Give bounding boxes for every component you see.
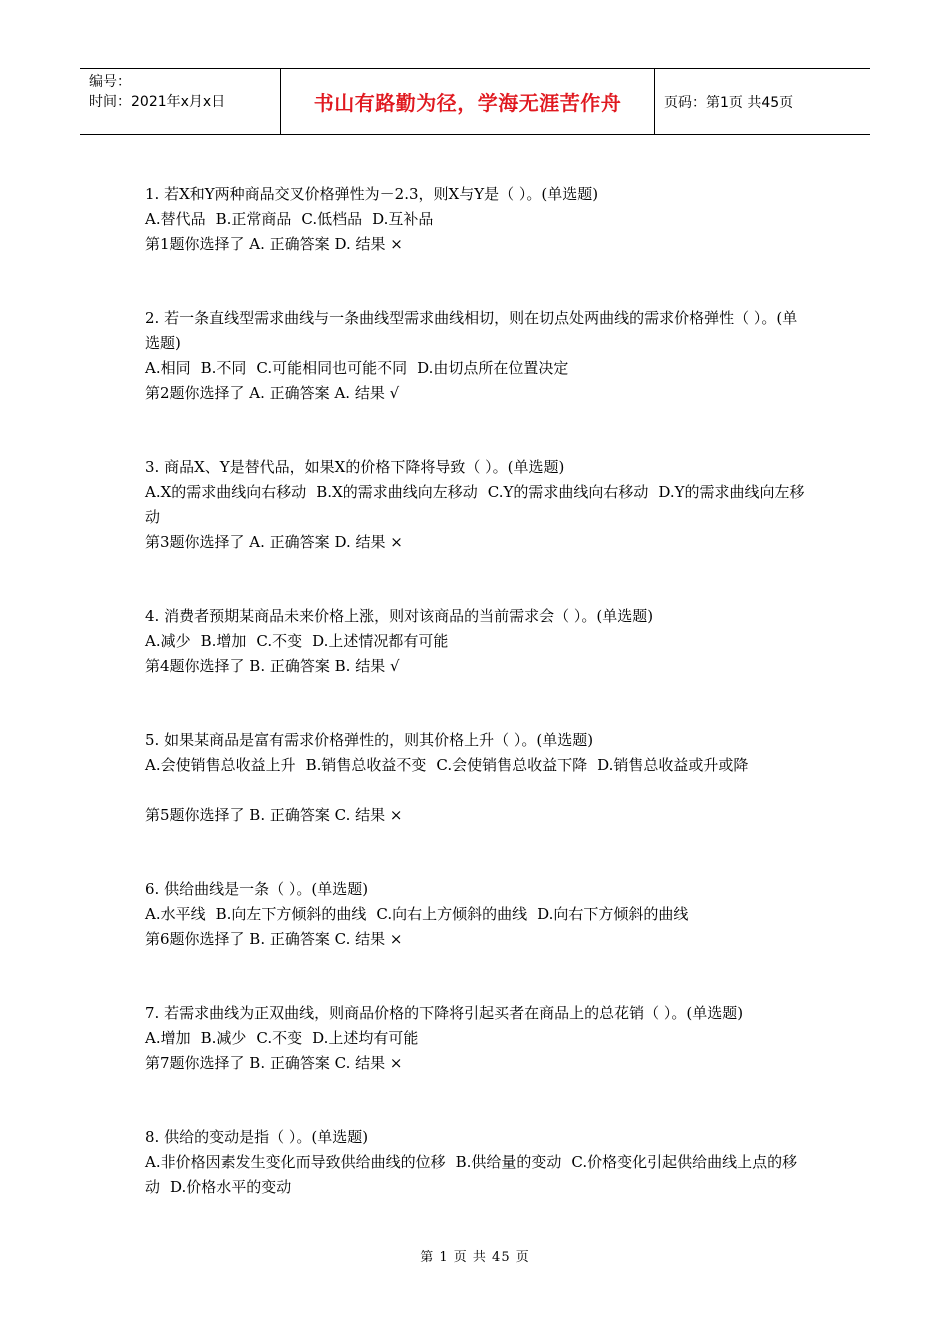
question-options bbox=[145, 1026, 810, 1051]
option-c: C.Y的需求曲线向右移动 bbox=[487, 483, 649, 501]
question-6 bbox=[145, 877, 810, 952]
question-options bbox=[145, 207, 810, 232]
question-stem: 6. 供给曲线是一条（ ）。(单选题) bbox=[145, 880, 369, 898]
question-7 bbox=[145, 1001, 810, 1076]
option-a: A.非价格因素发生变化而导致供给曲线的位移 bbox=[145, 1153, 446, 1171]
question-stem: 5. 如果某商品是富有需求价格弹性的，则其价格上升（ ）。(单选题) bbox=[145, 731, 594, 749]
question-options bbox=[145, 753, 810, 778]
question-options bbox=[145, 629, 810, 654]
option-c: C.向右上方倾斜的曲线 bbox=[376, 905, 528, 923]
blank-line bbox=[145, 778, 810, 803]
header-page-info: 页码：第1页 共45页 bbox=[664, 94, 794, 111]
question-result: 第6题你选择了 B. 正确答案 C. 结果 × bbox=[145, 930, 403, 948]
question-5 bbox=[145, 728, 810, 828]
page-footer: 第 1 页 共 45 页 bbox=[420, 1250, 530, 1265]
question-options bbox=[145, 902, 810, 927]
question-stem: 7. 若需求曲线为正双曲线，则商品价格的下降将引起买者在商品上的总花销（ ）。(单选题) bbox=[145, 1004, 744, 1022]
question-8 bbox=[145, 1125, 810, 1200]
option-d: D.由切点所在位置决定 bbox=[417, 359, 569, 377]
header-meta bbox=[80, 69, 281, 134]
header-motto: 书山有路勤为径，学海无涯苦作舟 bbox=[281, 69, 655, 134]
question-stem: 4. 消费者预期某商品未来价格上涨，则对该商品的当前需求会（ ）。(单选题) bbox=[145, 607, 654, 625]
question-result: 第4题你选择了 B. 正确答案 B. 结果 √ bbox=[145, 657, 400, 675]
question-options bbox=[145, 356, 810, 381]
option-a: A.减少 bbox=[145, 632, 191, 650]
question-2 bbox=[145, 306, 810, 406]
option-a: A.增加 bbox=[145, 1029, 191, 1047]
question-stem: 1. 若X和Y两种商品交叉价格弹性为－2.3，则X与Y是（ ）。(单选题) bbox=[145, 185, 599, 203]
question-result: 第7题你选择了 B. 正确答案 C. 结果 × bbox=[145, 1054, 403, 1072]
option-b: B.X的需求曲线向左移动 bbox=[316, 483, 478, 501]
option-d: D.互补品 bbox=[372, 210, 434, 228]
question-options bbox=[145, 1150, 810, 1200]
option-d: D.销售总收益或升或降 bbox=[597, 756, 749, 774]
header-time-label: 时间：2021年x月x日 bbox=[89, 94, 226, 110]
question-result: 第1题你选择了 A. 正确答案 D. 结果 × bbox=[145, 235, 403, 253]
option-b: B.供给量的变动 bbox=[455, 1153, 562, 1171]
option-a: A.X的需求曲线向右移动 bbox=[145, 483, 307, 501]
option-a: A.相同 bbox=[145, 359, 191, 377]
option-c: C.可能相同也可能不同 bbox=[256, 359, 408, 377]
option-b: B.向左下方倾斜的曲线 bbox=[215, 905, 367, 923]
option-d: D.Y的需求曲线向左移动 bbox=[145, 483, 805, 526]
option-b: B.销售总收益不变 bbox=[305, 756, 427, 774]
option-d: D.价格水平的变动 bbox=[170, 1178, 292, 1196]
option-a: A.水平线 bbox=[145, 905, 206, 923]
option-c: C.会使销售总收益下降 bbox=[436, 756, 588, 774]
question-options bbox=[145, 480, 810, 530]
option-d: D.上述情况都有可能 bbox=[312, 632, 449, 650]
header-code-label: 编号： bbox=[89, 74, 131, 90]
option-a: A.会使销售总收益上升 bbox=[145, 756, 296, 774]
option-b: B.正常商品 bbox=[215, 210, 292, 228]
question-4 bbox=[145, 604, 810, 679]
option-d: D.向右下方倾斜的曲线 bbox=[537, 905, 689, 923]
question-result: 第5题你选择了 B. 正确答案 C. 结果 × bbox=[145, 806, 403, 824]
question-stem: 2. 若一条直线型需求曲线与一条曲线型需求曲线相切，则在切点处两曲线的需求价格弹性（ ）。(单选题) bbox=[145, 309, 798, 352]
option-c: C.低档品 bbox=[301, 210, 363, 228]
question-result: 第2题你选择了 A. 正确答案 A. 结果 √ bbox=[145, 384, 400, 402]
question-list bbox=[145, 182, 810, 1200]
question-result: 第3题你选择了 A. 正确答案 D. 结果 × bbox=[145, 533, 403, 551]
option-c: C.价格变化引起供给曲线上点的移动 bbox=[145, 1153, 798, 1196]
question-3 bbox=[145, 455, 810, 555]
document-header bbox=[80, 68, 870, 135]
option-b: B.不同 bbox=[200, 359, 247, 377]
question-stem: 3. 商品X、Y是替代品，如果X的价格下降将导致（ ）。(单选题) bbox=[145, 458, 565, 476]
option-c: C.不变 bbox=[256, 1029, 303, 1047]
question-stem: 8. 供给的变动是指（ ）。(单选题) bbox=[145, 1128, 369, 1146]
option-b: B.增加 bbox=[200, 632, 247, 650]
option-a: A.替代品 bbox=[145, 210, 206, 228]
option-c: C.不变 bbox=[256, 632, 303, 650]
option-b: B.减少 bbox=[200, 1029, 247, 1047]
question-1 bbox=[145, 182, 810, 257]
option-d: D.上述均有可能 bbox=[312, 1029, 419, 1047]
